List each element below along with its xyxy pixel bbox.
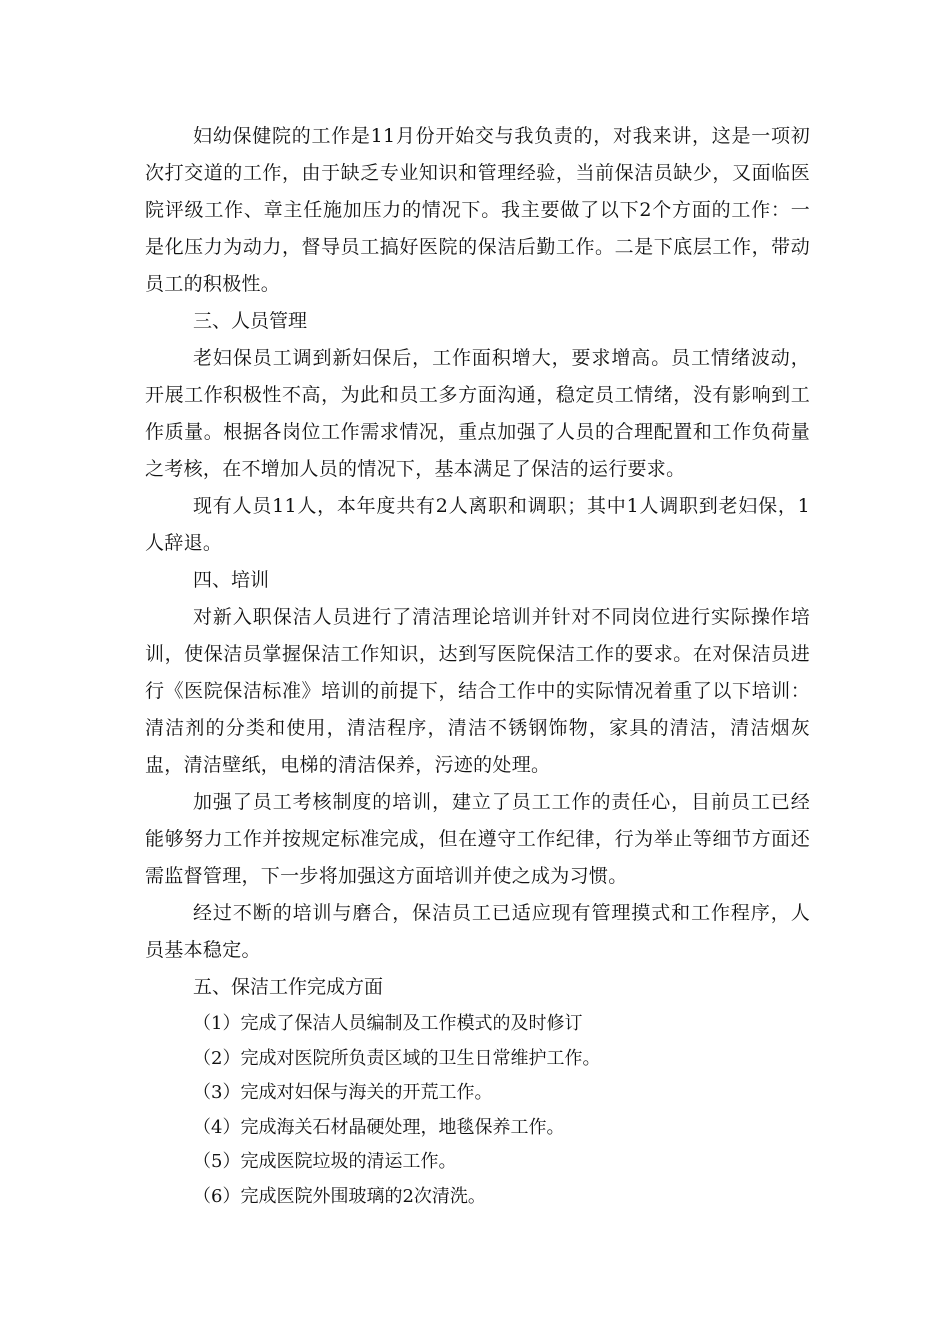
paragraph-intro: 妇幼保健院的工作是11月份开始交与我负责的，对我来讲，这是一项初次打交道的工作，由于缺乏专业知识和管理经验，当前保洁员缺少，又面临医院评级工作、章主任施加压力的情况下。我主要做了以下2个方面的工作：一是化压力为动力，督导员工搞好医院的保洁后勤工作。二是下底层工作，带动员工的积极性。 (145, 125, 810, 295)
list-item: （4）完成海关石材晶硬处理，地毯保养工作。 (193, 1116, 565, 1138)
paragraph-training: 对新入职保洁人员进行了清洁理论培训并针对不同岗位进行实际操作培训，使保洁员掌握保洁工作知识，达到写医院保洁工作的要求。在对保洁员进行《医院保洁标准》培训的前提下，结合工作中的实际情况着重了以下培训：清洁剂的分类和使用，清洁程序，清洁不锈钢饰物，家具的清洁，清洁烟灰盅，清洁壁纸，电梯的清洁保养，污迹的处理。 (145, 606, 810, 776)
paragraph-assessment: 加强了员工考核制度的培训，建立了员工工作的责任心，目前员工已经能够努力工作并按规定标准完成，但在遵守工作纪律，行为举止等细节方面还需监督管理，下一步将加强这方面培训并使之成为习惯。 (145, 791, 810, 887)
list-item: （3）完成对妇保与海关的开荒工作。 (193, 1082, 493, 1103)
completion-list (145, 1007, 810, 1214)
section-heading-training: 四、培训 (193, 569, 270, 591)
list-item: （1）完成了保洁人员编制及工作模式的及时修订 (193, 1013, 583, 1034)
section-heading-completion: 五、保洁工作完成方面 (193, 976, 384, 998)
paragraph-personnel: 老妇保员工调到新妇保后，工作面积增大，要求增高。员工情绪波动，开展工作积极性不高，为此和员工多方面沟通，稳定员工情绪，没有影响到工作质量。根据各岗位工作需求情况，重点加强了人员的合理配置和工作负荷量之考核，在不增加人员的情况下，基本满足了保洁的运行要求。 (145, 347, 810, 480)
document-body (145, 118, 810, 1214)
list-item: （5）完成医院垃圾的清运工作。 (193, 1151, 457, 1172)
paragraph-stability: 经过不断的培训与磨合，保洁员工已适应现有管理摸式和工作程序，人员基本稳定。 (145, 902, 810, 961)
list-item: （6）完成医院外围玻璃的2次清洗。 (193, 1185, 486, 1207)
paragraph-staff-count: 现有人员11人，本年度共有2人离职和调职；其中1人调职到老妇保，1人辞退。 (145, 495, 810, 554)
section-heading-personnel: 三、人员管理 (193, 310, 308, 332)
list-item: （2）完成对医院所负责区域的卫生日常维护工作。 (193, 1047, 601, 1069)
